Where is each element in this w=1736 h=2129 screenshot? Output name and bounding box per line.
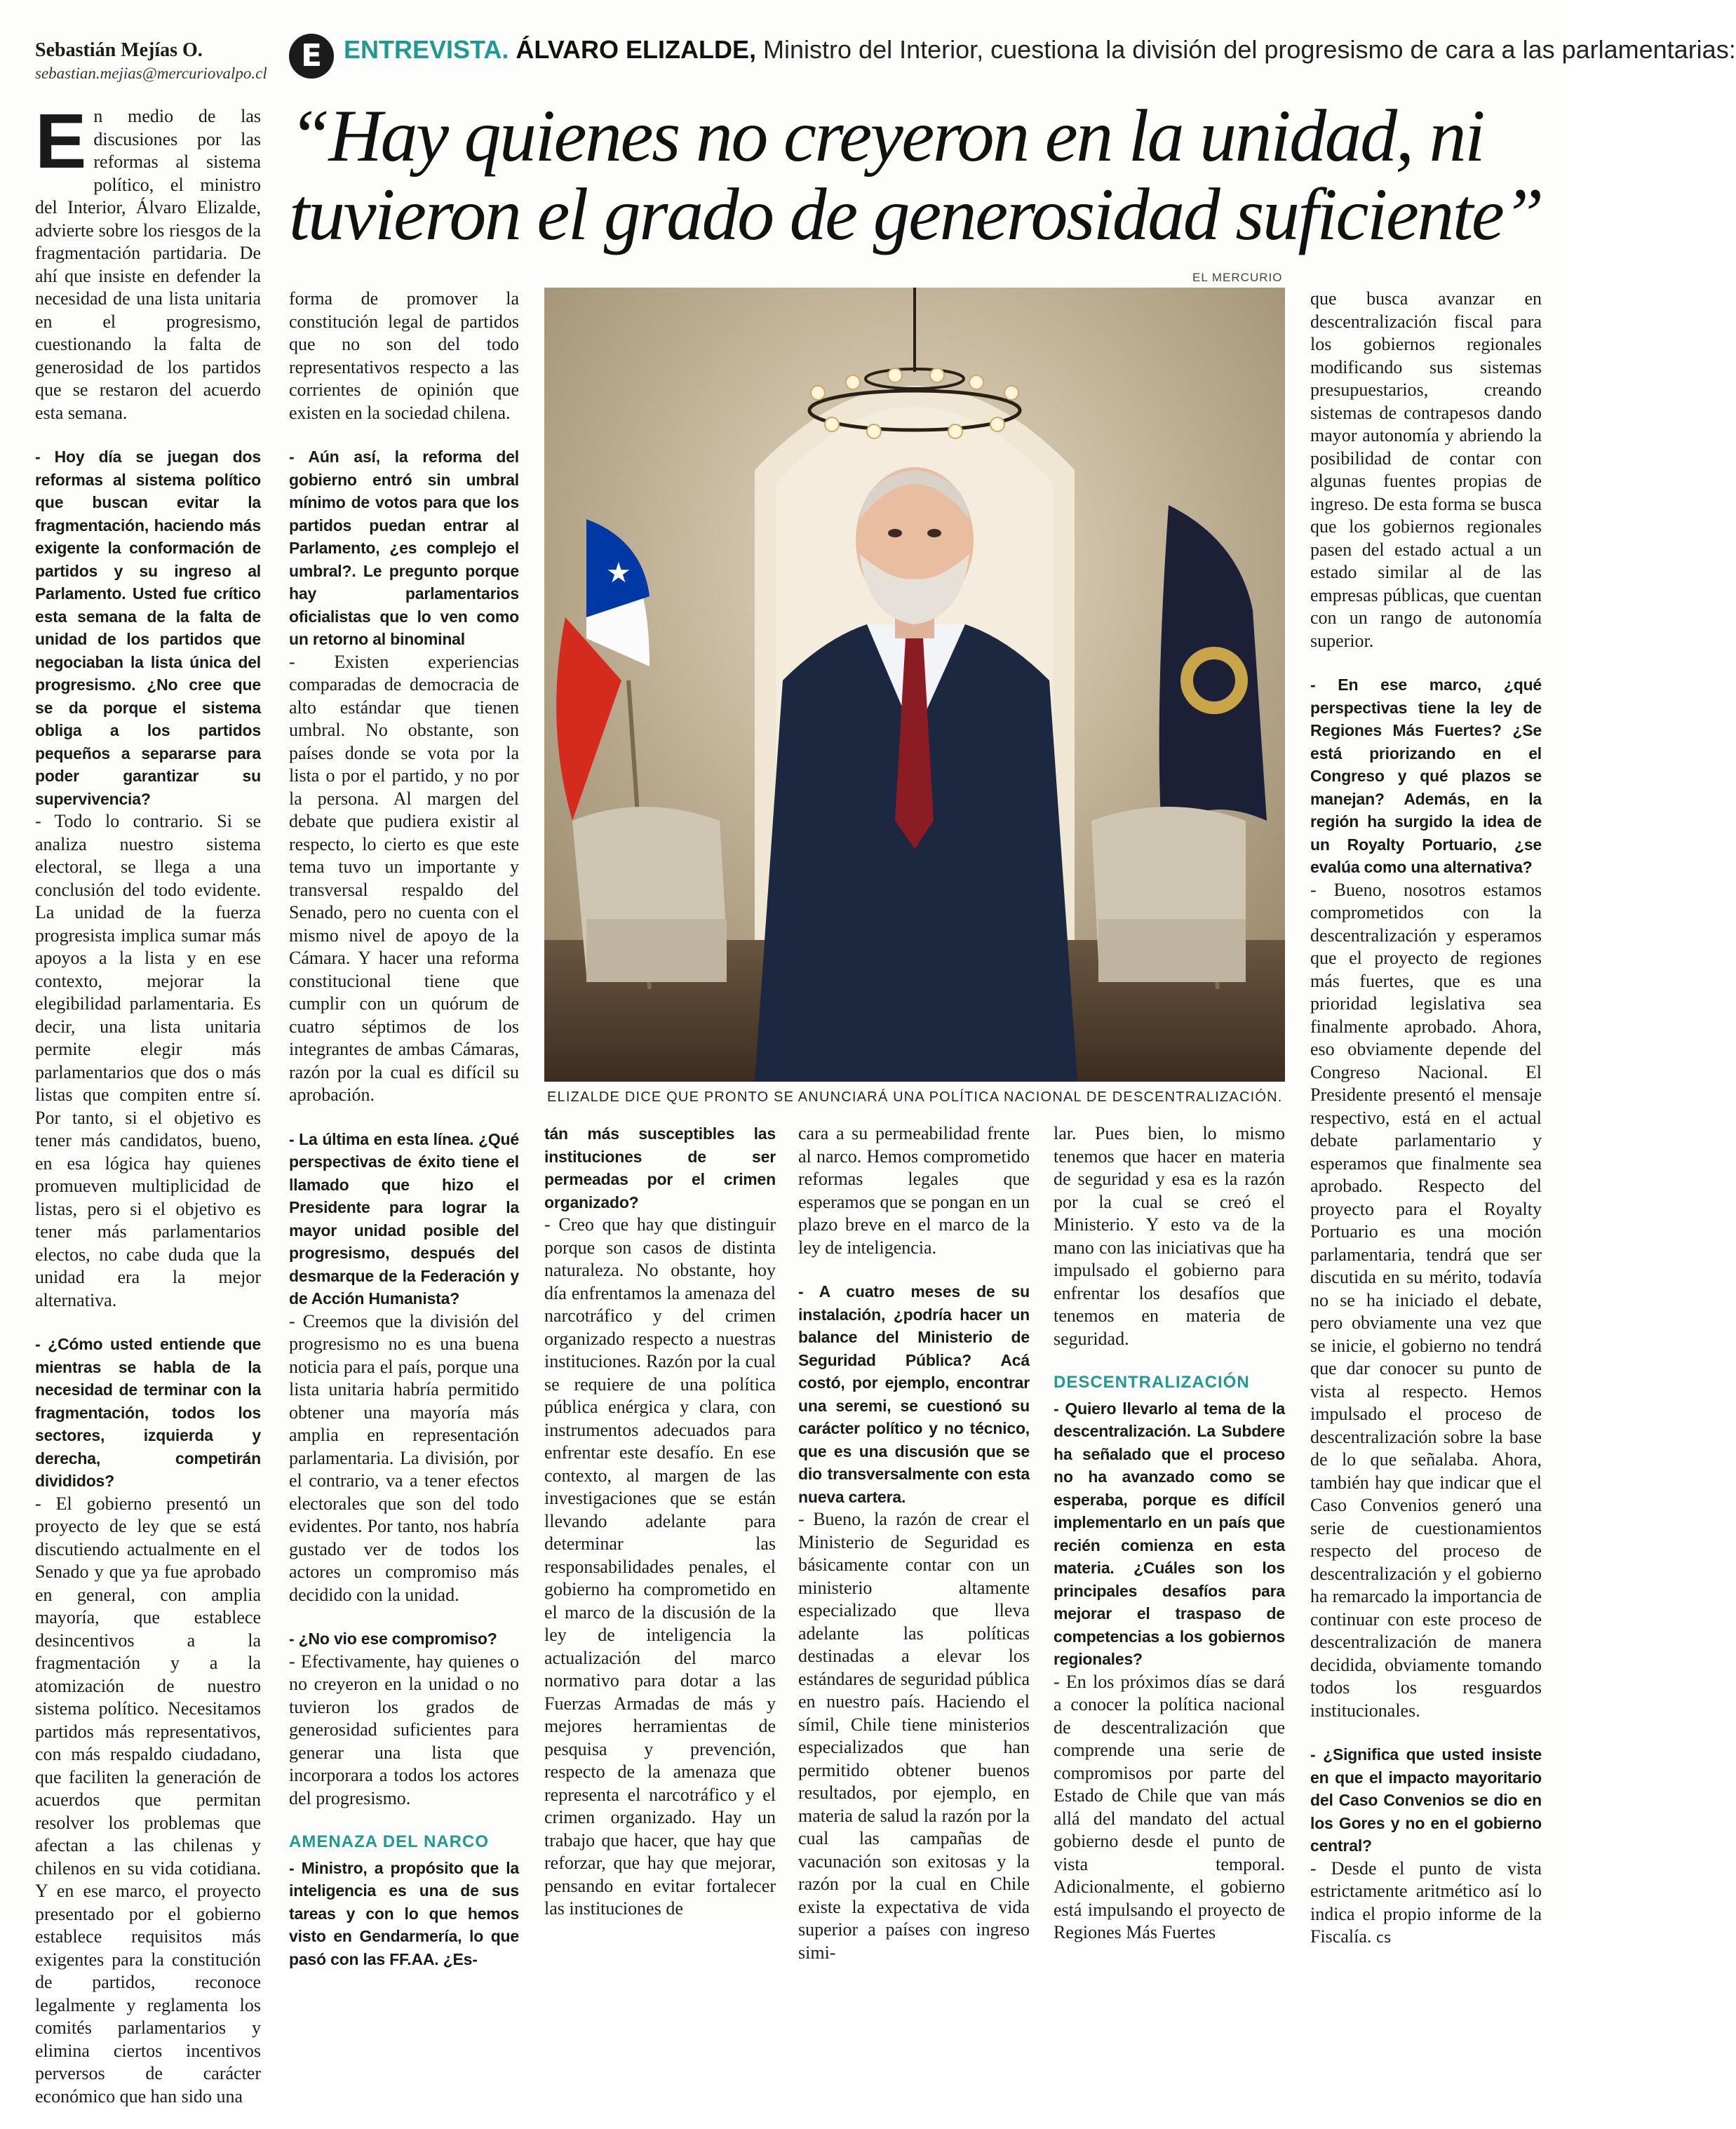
section-heading: AMENAZA DEL NARCO — [289, 1832, 489, 1851]
question: tán más susceptibles las instituciones de ser permeadas por el crimen organizado? — [544, 1124, 776, 1211]
question: - La última en esta línea. ¿Qué perspectivas de éxito tiene el llamado que hizo el Presidente para lograr la mayor unidad posible del progresismo, después del desmarque de la Federación y de Acción Humanista? — [289, 1129, 519, 1308]
article-intro: n medio de las discusiones por las reformas al sistema político, el ministro del Interior, Álvaro Elizalde, advierte sobre los riesgos de la fragmentación partidaria. De ahí que insiste en defender la necesidad de una lista unitaria en el progresismo, cuestionando la falta de generosidad de los partidos que se restaron del acuerdo esta semana. — [35, 106, 261, 423]
kicker-desc: Ministro del Interior, cuestiona la división del progresismo de cara a las parlamentarias: — [756, 35, 1736, 64]
kicker — [344, 35, 1736, 65]
question: - Hoy día se juegan dos reformas al sistema político que buscan evitar la fragmentación, haciendo más exigente la conformación de partidos y su ingreso al Parlamento. Usted fue crítico esta semana de la falta de unidad de los partidos que negociaban la lista única del progresismo. ¿No cree que se da porque el sistema obliga a los partidos pequeños a separarse para poder garantizar su supervivencia? — [35, 448, 261, 808]
answer — [1310, 1858, 1542, 1949]
answer: - En los próximos días se dará a conocer la política nacional de descentralización que comprende una serie de compromisos por parte del Estado de Chile que van más allá del mandato del actual gobierno desde el punto de vista temporal. Adicionalmente, el gobierno está impulsando el proyecto de Regiones Más Fuertes — [1054, 1671, 1285, 1942]
article-column-4 — [798, 1122, 1030, 1985]
article-column-3 — [544, 1122, 776, 1942]
headline: “Hay quienes no creyeron en la unidad, ni tuvieron el grado de generosidad suficiente” — [289, 95, 1542, 255]
author-email: sebastian.mejias@mercuriovalpo.cl — [35, 65, 267, 82]
question: - Quiero llevarlo al tema de la descentralización. La Subdere ha señalado que el proceso no ha avanzado como se esperaba, porque es difícil implementarlo en un país que recién comienza en esta materia. ¿Cuáles son los principales desafíos para mejorar el traspaso de competencias a los gobiernos regionales? — [1054, 1399, 1285, 1668]
author-name: Sebastián Mejías O. — [35, 39, 203, 61]
answer: lar. Pues bien, lo mismo tenemos que hacer en materia de seguridad y esa es la razón por la cual se creó el Ministerio. Y esto va de la mano con las iniciativas que ha impulsado el gobierno para enfrentar los desafíos que tenemos en materia de seguridad. — [1054, 1123, 1285, 1349]
answer: - El gobierno presentó un proyecto de ley que se está discutiendo actualmente en el Senado y que ya fue aprobado en general, con amplia mayoría, que establece desincentivos a la fragmentación y a la atomización de nuestro sistema político. Necesitamos partidos más representativos, con más respaldo ciudadano, que faciliten la generación de acuerdos que permitan resolver los problemas que afectan a las chilenas y chilenos en su vida cotidiana. Y en ese marco, el proyecto presentado por el gobierno establece requisitos más exigentes para la constitución de partidos, reconoce legalmente y reglamenta los comités parlamentarios y elimina ciertos incentivos perversos de carácter económico que han sido una — [35, 1493, 261, 2107]
section-badge: E — [289, 34, 334, 79]
end-mark: cs — [1375, 1929, 1392, 1946]
article-column-2 — [289, 288, 519, 1992]
question: - ¿Cómo usted entiende que mientras se habla de la necesidad de terminar con la fragmentación, todos los sectores, izquierda y derecha, competirán divididos? — [35, 1335, 261, 1490]
answer: forma de promover la constitución legal de partidos que no son del todo representativos respecto a las corrientes de opinión que existen en la sociedad chilena. — [289, 288, 519, 423]
question: - A cuatro meses de su instalación, ¿podría hacer un balance del Ministerio de Seguridad Pública? Acá costó, por ejemplo, encontrar una seremi, se cuestionó su carácter político y no técnico, que es una discusión que se dio transversalmente con esta nueva cartera. — [798, 1282, 1030, 1506]
article-column-1 — [35, 98, 261, 2129]
photo-caption: ELIZALDE DICE QUE PRONTO SE ANUNCIARÁ UNA POLÍTICA NACIONAL DE DESCENTRALIZACIÓN. — [547, 1089, 1283, 1105]
svg-text:★: ★ — [606, 557, 631, 589]
answer: - Bueno, la razón de crear el Ministerio de Seguridad es básicamente contar con un ministerio altamente especializado que lleva adelante las políticas destinadas a elevar los estándares de seguridad pública en nuestro país. Haciendo el símil, Chile tiene ministerios especializados que han permitido obtener buenos resultados, por ejemplo, en materia de salud la razón por la cual las campañas de vacunación son exitosas y la razón por la cual en Chile existe la expectativa de vida superior a países con ingreso simi- — [798, 1509, 1030, 1963]
answer: - Creemos que la división del progresismo no es una buena noticia para el país, porque una lista unitaria habría permitido obtener una mayoría más amplia en representación parlamentaria. La división, por el contrario, va a tener efectos electorales que son del todo evidentes. Por tanto, nos habría gustado ver de todos los actores un compromiso más decidido con la unidad. — [289, 1310, 519, 1605]
answer-text: - Desde el punto de vista estrictamente aritmético así lo indica el propio informe de la Fiscalía. — [1310, 1858, 1542, 1947]
answer: - Creo que hay que distinguir porque son casos de distinta naturaleza. No obstante, hoy día enfrentamos la amenaza del narcotráfico y del crimen organizado respecto a nuestras instituciones. Razón por la cual se requiere de una política pública enérgica y clara, con instrumentos adecuados para enfrentar este desafío. En ese contexto, al margen de las investigaciones que se están llevando adelante para determinar las responsabilidades penales, el gobierno ha comprometido en el marco de la discusión de la ley de inteligencia la actualización del marco normativo para dotar a las Fuerzas Armadas de más y mejores herramientas de pesquisa y prevención, respecto de la amenaza que representa el narcotráfico y el crimen organizado. Hay un trabajo que hacer, que hay que reforzar, que hay que mejorar, pensando en evitar fortalecer las instituciones de — [544, 1214, 776, 1919]
article-column-6 — [1310, 288, 1542, 1970]
question: - ¿Significa que usted insiste en que el impacto mayoritario del Caso Convenios se dio en los Gores y no en el gobierno central? — [1310, 1745, 1542, 1855]
answer: - Existen experiencias comparadas de democracia de alto estándar que tienen umbral. No obstante, son países donde se vota por la lista o por el partido, y no por la persona. Al margen del debate que pudiera existir al respecto, lo cierto es que este tema tuvo un importante y transversal respaldo del Senado, pero no cuenta con el mismo nivel de apoyo de la Cámara. Y hacer una reforma constitucional tiene que cumplir con un quórum de cuatro séptimos de los integrantes de ambas Cámaras, razón por la cual es difícil su aprobación. — [289, 651, 519, 1105]
question: - ¿No vio ese compromiso? — [289, 1630, 497, 1648]
drop-cap: E — [35, 98, 87, 184]
answer: - Efectivamente, hay quienes o no creyeron en la unidad o no tuvieron los grados de generosidad suficientes para generar una lista que incorporara a todos los actores del progresismo. — [289, 1651, 519, 1808]
photo-illustration — [544, 288, 1285, 1082]
question: - Ministro, a propósito que la inteligencia es una de sus tareas y con lo que hemos visto en Gendarmería, lo que pasó con las FF.AA. ¿Es- — [289, 1858, 519, 1968]
question: - Aún así, la reforma del gobierno entró sin umbral mínimo de votos para que los partidos puedan entrar al Parlamento, ¿es complejo el umbral?. Le pregunto porque hay parlamentarios oficialistas que lo ven como un retorno al binominal — [289, 448, 519, 648]
article-column-5 — [1054, 1122, 1285, 1966]
answer: - Todo lo contrario. Si se analiza nuestro sistema electoral, se llega a una conclusión del todo evidente. La unidad de la fuerza progresista implica sumar más apoyos a la lista y en ese contexto, mejorar la elegibilidad parlamentaria. Es decir, una lista unitaria permite elegir más parlamentarios que dos o más listas que compiten entre sí. Por tanto, si el objetivo es tener más candidatos, bueno, en esa lógica hay quienes promueven multiplicidad de listas, pero si el objetivo es tener más parlamentarios electos, no cabe duda que la unidad era la mejor alternativa. — [35, 811, 261, 1310]
kicker-section: ENTREVISTA. — [344, 35, 509, 64]
answer: que busca avanzar en descentralización fiscal para los gobiernos regionales modificando sus sistemas presupuestarios, creando sistemas de contrapesos dando mayor autonomía y abriendo la posibilidad de contar con algunas fuentes propias de ingreso. De esta forma se busca que los gobiernos regionales pasen del estado actual a un estado similar al de las empresas públicas, que cuentan con un rango de autonomía superior. — [1310, 288, 1542, 651]
answer: cara a su permeabilidad frente al narco. Hemos comprometido reformas legales que esperamos que se pongan en un plazo breve en el marco de la ley de inteligencia. — [798, 1123, 1030, 1258]
question: - En ese marco, ¿qué perspectivas tiene la ley de Regiones Más Fuertes? ¿Se está priorizando en el Congreso y qué plazos se manejan? Además, en la región ha surgido la idea de un Royalty Portuario, ¿se evalúa como una alternativa? — [1310, 676, 1542, 876]
photo-credit: EL MERCURIO — [1192, 271, 1283, 284]
kicker-person: ÁLVARO ELIZALDE, — [516, 35, 757, 64]
answer: - Bueno, nosotros estamos comprometidos con la descentralización y esperamos que el proyecto de regiones más fuertes, que es una prioridad legislativa sea finalmente aprobado. Ahora, eso obviamente depende del Congreso Nacional. El Presidente presentó el mensaje respectivo, está en el actual debate parlamentario y esperamos que finalmente sea aprobado. Respecto del proyecto para el Royalty Portuario es una moción parlamentaria, tendrá que ser discutida en su mérito, todavía no se ha iniciado el debate, pero obviamente una vez que se inicie, el gobierno no tendrá que dar conocer su punto de vista al respecto. Hemos impulsado el proceso de descentralización sobre la base de lo que señalaba. Ahora, también hay que indicar que el Caso Convenios generó una serie de cuestionamientos respecto del proceso de descentralización y el gobierno ha remarcado la importancia de continuar con este proceso de descentralización de manera decidida, obviamente tomando todos los resguardos institucionales. — [1310, 879, 1542, 1721]
section-heading: DESCENTRALIZACIÓN — [1054, 1373, 1250, 1392]
photo-minister — [544, 288, 1285, 1082]
